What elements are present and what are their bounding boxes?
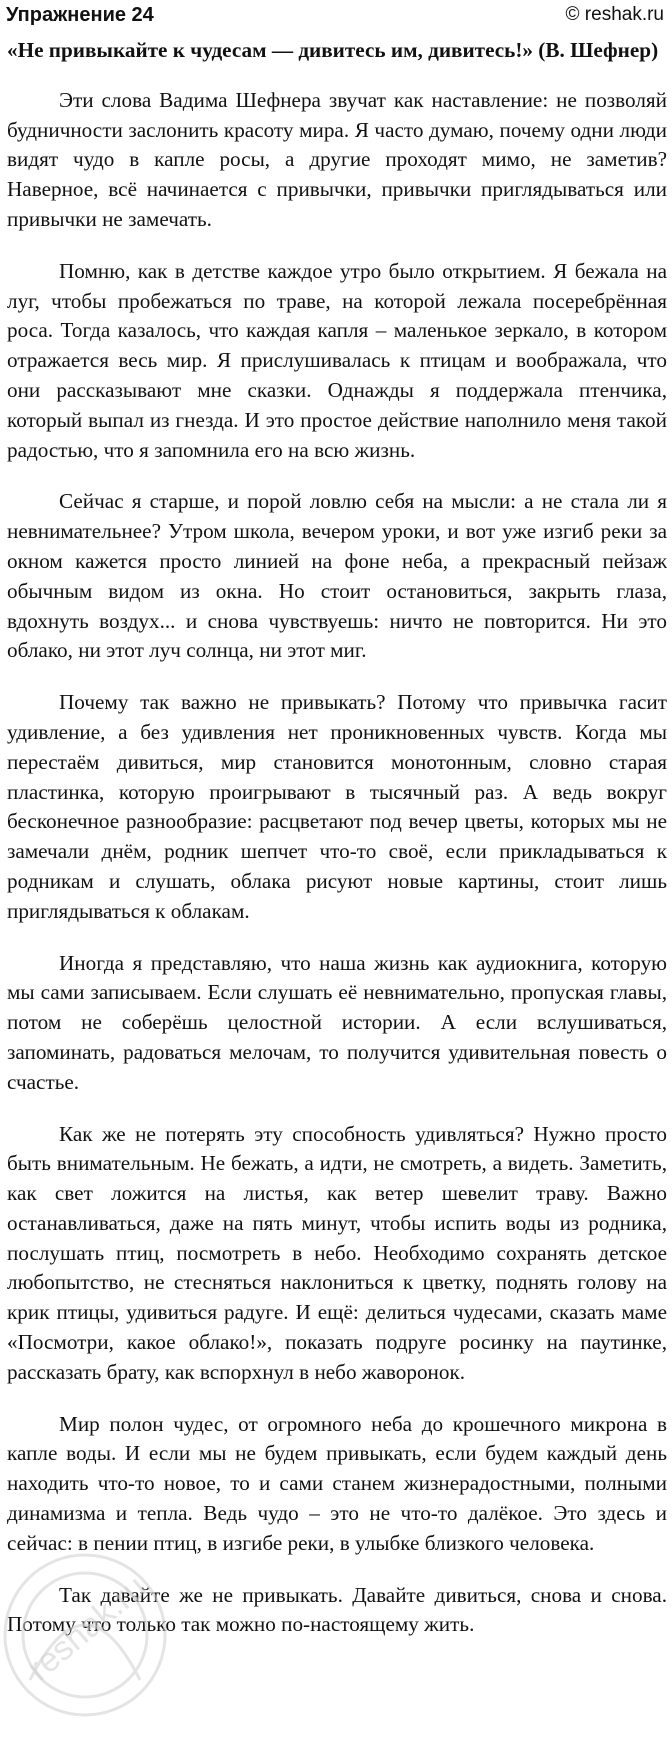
- svg-text:reshak.ru: reshak.ru: [20, 1568, 154, 1689]
- exercise-title: Упражнение 24: [6, 3, 154, 26]
- paragraph-5: Иногда я представляю, что наша жизнь как аудиокнига, которую мы сами записываем. Если слушать её невнимательно, пропуская главы, потом не соберёшь целостной истории. А если вслушиваться, запоминать, радоваться мелочам, то получится удивительная повесть о счастье.: [7, 950, 667, 1094]
- paragraph-7: Мир полон чудес, от огромного неба до крошечного микрона в капле воды. И если мы не будем привыкать, если будем каждый день находить что-то новое, то и сами станем жизнерадостными, полными динамизма и тепла. Ведь чудо – это не что-то далёкое. Это здесь и сейчас: в пении птиц, в изгибе реки, в улыбке близкого человека.: [7, 1411, 667, 1555]
- page-header: [6, 0, 664, 30]
- source-credit: © reshak.ru: [565, 4, 664, 25]
- essay-body: [7, 36, 667, 1640]
- epigraph: «Не привыкайте к чудесам — дивитесь им, дивитесь!» (В. Шефнер): [7, 38, 659, 62]
- paragraph-8: Так давайте же не привыкать. Давайте дивиться, снова и снова. Потому что только так можно по-настоящему жить.: [7, 1582, 667, 1637]
- paragraph-2: Помню, как в детстве каждое утро было открытием. Я бежала на луг, чтобы пробежаться по траве, на которой лежала посеребрённая роса. Тогда казалось, что каждая капля – маленькое зеркало, в котором отражается весь мир. Я прислушивалась к птицам и воображала, что они рассказывают мне сказки. Однажды я поддержала птенчика, который выпал из гнезда. И это простое действие наполнило меня такой радостью, что я запомнила его на всю жизнь.: [7, 258, 667, 462]
- paragraph-6: Как же не потерять эту способность удивляться? Нужно просто быть внимательным. Не бежать, а идти, не смотреть, а видеть. Заметить, как свет ложится на листья, как ветер шевелит траву. Важно останавливаться, даже на пять минут, чтобы испить воды из родника, послушать птиц, посмотреть в небо. Необходимо сохранять детское любопытство, не стесняться наклониться к цветку, поднять голову на крик птицы, удивиться радуге. И ещё: делиться чудесами, сказать маме «Посмотри, какое облако!», показать подруге росинку на паутинке, рассказать брату, как вспорхнул в небо жаворонок.: [7, 1121, 667, 1384]
- paragraph-4: Почему так важно не привыкать? Потому что привычка гасит удивление, а без удивления нет проникновенных чувств. Когда мы перестаём дивиться, мир становится монотонным, словно старая пластинка, которую проигрывают в тысячный раз. А ведь вокруг бесконечное разнообразие: расцветают под вечер цветы, которых мы не замечали днём, родник шепчет что-то своё, если прикладываться к родникам и слушать, облака рисуют новые картины, стоит лишь приглядываться к облакам.: [7, 690, 667, 923]
- paragraph-1: Эти слова Вадима Шефнера звучат как наставление: не позволяй будничности заслонить красоту мира. Я часто думаю, почему одни люди видят чудо в капле росы, а другие проходят мимо, не заметив? Наверное, всё начинается с привычки, привычки приглядываться или привычки не замечать.: [7, 87, 667, 231]
- paragraph-3: Сейчас я старше, и порой ловлю себя на мысли: а не стала ли я невнимательнее? Утром школа, вечером уроки, и вот уже изгиб реки за окном кажется просто линией на фоне неба, а прекрасный пейзаж обычным видом из окна. Но стоит остановиться, закрыть глаза, вдохнуть воздух... и снова чувствуешь: ничто не повторится. Ни это облако, ни этот луч солнца, ни этот миг.: [7, 489, 667, 663]
